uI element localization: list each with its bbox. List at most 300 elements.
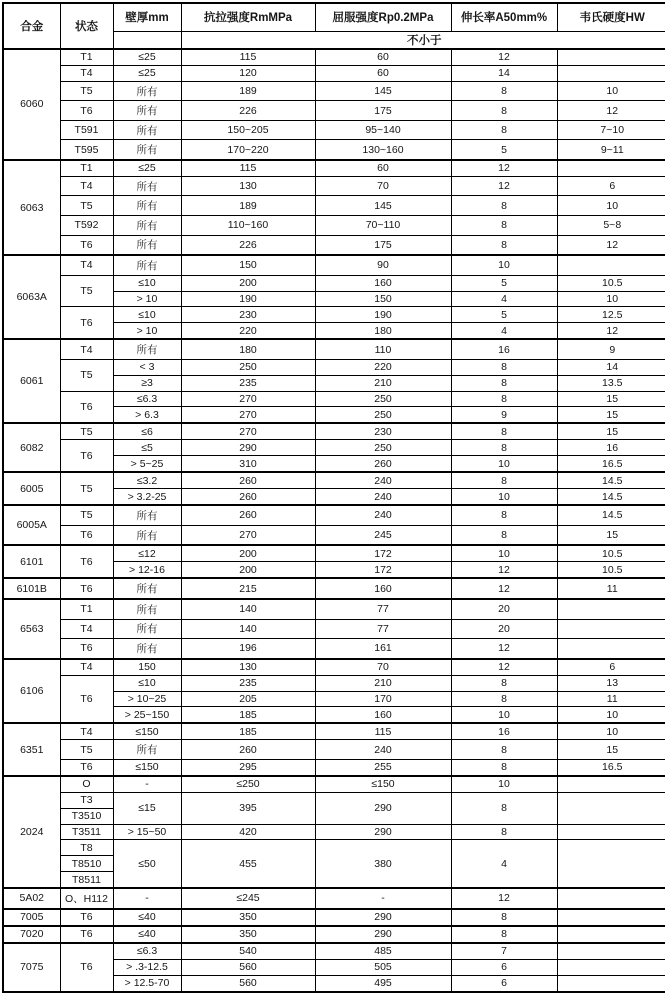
cell-elongation: 8 — [451, 440, 557, 456]
cell-yield: 130~160 — [315, 140, 451, 160]
cell-thickness: > 10 — [113, 323, 181, 339]
cell-thickness: 所有 — [113, 740, 181, 760]
cell-elongation: 12 — [451, 562, 557, 578]
cell-hardness: 15 — [557, 423, 665, 439]
cell-temper: T4 — [60, 659, 113, 675]
cell-tensile: 560 — [181, 959, 315, 975]
cell-thickness: 所有 — [113, 255, 181, 275]
cell-thickness: > 12-16 — [113, 562, 181, 578]
cell-thickness: ≤3.2 — [113, 472, 181, 488]
cell-temper: T3511 — [60, 824, 113, 840]
cell-yield: 240 — [315, 505, 451, 525]
table-row — [3, 423, 665, 439]
cell-yield: 77 — [315, 599, 451, 619]
cell-thickness: ≤10 — [113, 675, 181, 691]
table-header — [3, 3, 665, 49]
cell-hardness: 13.5 — [557, 375, 665, 391]
cell-temper: T5 — [60, 196, 113, 216]
cell-tensile: 140 — [181, 599, 315, 619]
cell-yield: 172 — [315, 562, 451, 578]
table-row — [3, 909, 665, 926]
cell-tensile: 200 — [181, 275, 315, 291]
cell-hardness: 10 — [557, 291, 665, 307]
cell-yield: 250 — [315, 407, 451, 423]
cell-tensile: 200 — [181, 562, 315, 578]
cell-thickness: > 3.2-25 — [113, 489, 181, 505]
cell-thickness: > 10 — [113, 291, 181, 307]
cell-yield: 210 — [315, 375, 451, 391]
cell-temper: T8 — [60, 840, 113, 856]
table-row — [3, 255, 665, 275]
cell-tensile: 226 — [181, 235, 315, 255]
table-row — [3, 792, 665, 808]
cell-yield: 240 — [315, 472, 451, 488]
cell-thickness: ≤40 — [113, 926, 181, 943]
header-yield: 屈服强度Rp0.2MPa — [315, 3, 451, 31]
cell-yield: 115 — [315, 723, 451, 739]
cell-yield: 210 — [315, 675, 451, 691]
cell-thickness: 所有 — [113, 619, 181, 639]
cell-tensile: 540 — [181, 943, 315, 959]
cell-yield: 160 — [315, 578, 451, 599]
cell-yield: 290 — [315, 824, 451, 840]
cell-alloy: 6061 — [3, 339, 60, 423]
header-hardness: 韦氏硬度HW — [557, 3, 665, 31]
cell-hardness: 10.5 — [557, 275, 665, 291]
cell-alloy: 6101B — [3, 578, 60, 599]
cell-hardness — [557, 65, 665, 81]
cell-tensile: 130 — [181, 176, 315, 196]
cell-elongation: 5 — [451, 275, 557, 291]
cell-yield: 161 — [315, 639, 451, 659]
cell-tensile: 260 — [181, 505, 315, 525]
cell-hardness: 6 — [557, 659, 665, 675]
cell-thickness: 所有 — [113, 339, 181, 359]
cell-temper: T8510 — [60, 856, 113, 872]
cell-yield: 175 — [315, 101, 451, 121]
table-row — [3, 545, 665, 561]
cell-temper: T591 — [60, 120, 113, 140]
cell-alloy: 6351 — [3, 723, 60, 775]
cell-yield: 60 — [315, 65, 451, 81]
cell-alloy: 6106 — [3, 659, 60, 724]
cell-hardness: 15 — [557, 525, 665, 545]
cell-tensile: ≤250 — [181, 776, 315, 792]
cell-yield: 70~110 — [315, 215, 451, 235]
cell-hardness: 6 — [557, 176, 665, 196]
cell-alloy: 5A02 — [3, 888, 60, 909]
cell-tensile: 260 — [181, 740, 315, 760]
table-row — [3, 120, 665, 140]
table-row — [3, 926, 665, 943]
cell-tensile: 185 — [181, 707, 315, 723]
cell-elongation: 8 — [451, 101, 557, 121]
cell-tensile: 455 — [181, 840, 315, 888]
cell-thickness: ≤5 — [113, 440, 181, 456]
cell-yield: 290 — [315, 909, 451, 926]
cell-hardness — [557, 926, 665, 943]
cell-thickness: ≤10 — [113, 275, 181, 291]
table-row — [3, 307, 665, 323]
cell-yield: 172 — [315, 545, 451, 561]
cell-tensile: 295 — [181, 759, 315, 775]
cell-hardness: 10 — [557, 81, 665, 101]
table-row — [3, 235, 665, 255]
cell-thickness: < 3 — [113, 359, 181, 375]
cell-elongation: 8 — [451, 759, 557, 775]
cell-yield: 150 — [315, 291, 451, 307]
cell-elongation: 12 — [451, 659, 557, 675]
cell-alloy: 2024 — [3, 776, 60, 888]
cell-thickness: 所有 — [113, 235, 181, 255]
cell-thickness: ≤25 — [113, 49, 181, 65]
cell-yield: 245 — [315, 525, 451, 545]
table-row — [3, 619, 665, 639]
cell-yield: 240 — [315, 740, 451, 760]
cell-hardness: 12 — [557, 235, 665, 255]
cell-yield: 240 — [315, 489, 451, 505]
table-body — [3, 49, 665, 992]
cell-temper: T3 — [60, 792, 113, 808]
table-row — [3, 740, 665, 760]
cell-thickness: ≥3 — [113, 375, 181, 391]
cell-tensile: 395 — [181, 792, 315, 824]
cell-thickness: ≤40 — [113, 909, 181, 926]
cell-yield: 495 — [315, 975, 451, 992]
cell-elongation: 8 — [451, 740, 557, 760]
cell-tensile: 110~160 — [181, 215, 315, 235]
cell-temper: T6 — [60, 759, 113, 775]
cell-thickness: 所有 — [113, 215, 181, 235]
cell-thickness: > 25~150 — [113, 707, 181, 723]
cell-elongation: 6 — [451, 959, 557, 975]
cell-elongation: 5 — [451, 140, 557, 160]
header-thickness: 壁厚mm — [113, 3, 181, 31]
cell-temper: T6 — [60, 440, 113, 472]
cell-hardness — [557, 959, 665, 975]
cell-tensile: 150 — [181, 255, 315, 275]
cell-thickness: ≤6.3 — [113, 943, 181, 959]
cell-thickness: 所有 — [113, 120, 181, 140]
cell-tensile: 350 — [181, 909, 315, 926]
cell-thickness: 所有 — [113, 525, 181, 545]
cell-thickness: 所有 — [113, 599, 181, 619]
cell-temper: T6 — [60, 675, 113, 723]
cell-yield: 190 — [315, 307, 451, 323]
cell-tensile: 150~205 — [181, 120, 315, 140]
cell-elongation: 8 — [451, 359, 557, 375]
cell-elongation: 20 — [451, 619, 557, 639]
cell-elongation: 10 — [451, 545, 557, 561]
cell-hardness: 16.5 — [557, 456, 665, 472]
cell-yield: 77 — [315, 619, 451, 639]
table-row — [3, 215, 665, 235]
cell-hardness: 10.5 — [557, 545, 665, 561]
cell-yield: 110 — [315, 339, 451, 359]
cell-yield: 175 — [315, 235, 451, 255]
cell-hardness: 9 — [557, 339, 665, 359]
cell-tensile: 189 — [181, 81, 315, 101]
cell-elongation: 8 — [451, 196, 557, 216]
cell-temper: T5 — [60, 359, 113, 391]
table-row — [3, 840, 665, 856]
cell-yield: 230 — [315, 423, 451, 439]
cell-thickness: 所有 — [113, 639, 181, 659]
cell-temper: T5 — [60, 423, 113, 439]
cell-elongation: 12 — [451, 49, 557, 65]
cell-elongation: 8 — [451, 215, 557, 235]
cell-tensile: 196 — [181, 639, 315, 659]
table-row — [3, 824, 665, 840]
cell-hardness: 12 — [557, 101, 665, 121]
cell-temper: T5 — [60, 505, 113, 525]
cell-hardness — [557, 639, 665, 659]
cell-elongation: 16 — [451, 339, 557, 359]
cell-elongation: 16 — [451, 723, 557, 739]
cell-temper: T5 — [60, 472, 113, 505]
header-thickness-sub-empty — [113, 31, 181, 49]
cell-tensile: 115 — [181, 49, 315, 65]
cell-temper: O — [60, 776, 113, 792]
cell-hardness — [557, 619, 665, 639]
cell-thickness: - — [113, 888, 181, 909]
cell-yield: 145 — [315, 81, 451, 101]
table-row — [3, 440, 665, 456]
cell-hardness — [557, 255, 665, 275]
cell-thickness: 所有 — [113, 140, 181, 160]
cell-hardness: 14.5 — [557, 472, 665, 488]
table-row — [3, 759, 665, 775]
cell-hardness — [557, 888, 665, 909]
cell-temper: T6 — [60, 235, 113, 255]
cell-elongation: 8 — [451, 423, 557, 439]
table-row — [3, 599, 665, 619]
cell-hardness: 9~11 — [557, 140, 665, 160]
cell-alloy: 6063 — [3, 160, 60, 255]
cell-elongation: 8 — [451, 525, 557, 545]
cell-elongation: 4 — [451, 323, 557, 339]
cell-temper: T8511 — [60, 872, 113, 888]
cell-elongation: 12 — [451, 176, 557, 196]
header-temper: 状态 — [60, 3, 113, 49]
cell-elongation: 4 — [451, 291, 557, 307]
cell-elongation: 10 — [451, 456, 557, 472]
cell-temper: T6 — [60, 926, 113, 943]
table-row — [3, 196, 665, 216]
cell-yield: 160 — [315, 707, 451, 723]
cell-tensile: 130 — [181, 659, 315, 675]
header-row-1 — [3, 3, 665, 31]
cell-tensile: 230 — [181, 307, 315, 323]
cell-thickness: ≤6 — [113, 423, 181, 439]
cell-elongation: 8 — [451, 375, 557, 391]
cell-hardness: 7~10 — [557, 120, 665, 140]
cell-tensile: 115 — [181, 160, 315, 176]
cell-hardness: 5~8 — [557, 215, 665, 235]
cell-yield: 180 — [315, 323, 451, 339]
cell-thickness: 所有 — [113, 578, 181, 599]
cell-alloy: 6082 — [3, 423, 60, 472]
table-row — [3, 275, 665, 291]
cell-yield: 160 — [315, 275, 451, 291]
cell-alloy: 6563 — [3, 599, 60, 659]
cell-yield: 170 — [315, 691, 451, 707]
cell-temper: T1 — [60, 160, 113, 176]
cell-temper: T5 — [60, 275, 113, 307]
cell-hardness: 11 — [557, 691, 665, 707]
cell-elongation: 9 — [451, 407, 557, 423]
cell-temper: T4 — [60, 619, 113, 639]
table-row — [3, 359, 665, 375]
cell-tensile: ≤245 — [181, 888, 315, 909]
table-row — [3, 505, 665, 525]
cell-elongation: 6 — [451, 975, 557, 992]
cell-tensile: 205 — [181, 691, 315, 707]
cell-hardness: 15 — [557, 407, 665, 423]
cell-temper: T6 — [60, 909, 113, 926]
cell-tensile: 180 — [181, 339, 315, 359]
cell-tensile: 560 — [181, 975, 315, 992]
cell-tensile: 420 — [181, 824, 315, 840]
cell-thickness: > 5~25 — [113, 456, 181, 472]
cell-yield: 250 — [315, 391, 451, 407]
cell-elongation: 12 — [451, 639, 557, 659]
cell-tensile: 170~220 — [181, 140, 315, 160]
cell-tensile: 235 — [181, 675, 315, 691]
header-not-less-than: 不小于 — [181, 31, 665, 49]
cell-yield: 485 — [315, 943, 451, 959]
cell-tensile: 260 — [181, 489, 315, 505]
cell-hardness: 14.5 — [557, 505, 665, 525]
cell-thickness: 所有 — [113, 505, 181, 525]
table-row — [3, 659, 665, 675]
cell-tensile: 350 — [181, 926, 315, 943]
cell-temper: T3510 — [60, 808, 113, 824]
cell-elongation: 12 — [451, 160, 557, 176]
cell-temper: T592 — [60, 215, 113, 235]
cell-elongation: 8 — [451, 824, 557, 840]
cell-elongation: 20 — [451, 599, 557, 619]
cell-alloy: 7020 — [3, 926, 60, 943]
cell-temper: T4 — [60, 339, 113, 359]
cell-hardness — [557, 909, 665, 926]
cell-yield: - — [315, 888, 451, 909]
cell-tensile: 270 — [181, 423, 315, 439]
cell-hardness: 11 — [557, 578, 665, 599]
cell-elongation: 4 — [451, 840, 557, 888]
cell-tensile: 250 — [181, 359, 315, 375]
cell-hardness: 13 — [557, 675, 665, 691]
table-row — [3, 525, 665, 545]
cell-elongation: 8 — [451, 235, 557, 255]
cell-hardness: 10 — [557, 707, 665, 723]
table-row — [3, 578, 665, 599]
cell-thickness: ≤50 — [113, 840, 181, 888]
cell-thickness: 所有 — [113, 176, 181, 196]
cell-elongation: 8 — [451, 909, 557, 926]
table-row — [3, 49, 665, 65]
cell-tensile: 310 — [181, 456, 315, 472]
cell-yield: 95~140 — [315, 120, 451, 140]
cell-yield: 90 — [315, 255, 451, 275]
cell-alloy: 6060 — [3, 49, 60, 160]
cell-hardness — [557, 975, 665, 992]
table-row — [3, 339, 665, 359]
cell-temper: O、H112 — [60, 888, 113, 909]
cell-elongation: 10 — [451, 776, 557, 792]
cell-thickness: > 10~25 — [113, 691, 181, 707]
cell-tensile: 270 — [181, 407, 315, 423]
cell-tensile: 140 — [181, 619, 315, 639]
cell-hardness — [557, 776, 665, 792]
cell-hardness: 10.5 — [557, 562, 665, 578]
cell-hardness: 14 — [557, 359, 665, 375]
cell-thickness: ≤6.3 — [113, 391, 181, 407]
cell-thickness: ≤12 — [113, 545, 181, 561]
cell-temper: T6 — [60, 307, 113, 339]
cell-tensile: 260 — [181, 472, 315, 488]
cell-temper: T5 — [60, 740, 113, 760]
cell-thickness: 所有 — [113, 196, 181, 216]
header-elongation: 伸长率A50mm% — [451, 3, 557, 31]
table-row — [3, 639, 665, 659]
table-row — [3, 472, 665, 488]
cell-hardness — [557, 599, 665, 619]
cell-elongation: 8 — [451, 120, 557, 140]
cell-hardness: 10 — [557, 196, 665, 216]
cell-temper: T1 — [60, 599, 113, 619]
cell-thickness: ≤25 — [113, 65, 181, 81]
table-row — [3, 391, 665, 407]
cell-yield: 505 — [315, 959, 451, 975]
cell-alloy: 7075 — [3, 943, 60, 992]
cell-thickness: > .3-12.5 — [113, 959, 181, 975]
table-row — [3, 140, 665, 160]
cell-temper: T6 — [60, 525, 113, 545]
cell-elongation: 7 — [451, 943, 557, 959]
cell-tensile: 185 — [181, 723, 315, 739]
cell-yield: 290 — [315, 926, 451, 943]
cell-elongation: 8 — [451, 81, 557, 101]
cell-tensile: 270 — [181, 525, 315, 545]
cell-hardness: 15 — [557, 740, 665, 760]
header-tensile: 抗拉强度RmMPa — [181, 3, 315, 31]
cell-yield: 60 — [315, 49, 451, 65]
cell-thickness: 150 — [113, 659, 181, 675]
cell-yield: 290 — [315, 792, 451, 824]
cell-tensile: 290 — [181, 440, 315, 456]
cell-hardness: 12 — [557, 323, 665, 339]
cell-alloy: 6063A — [3, 255, 60, 339]
cell-elongation: 8 — [451, 675, 557, 691]
cell-elongation: 8 — [451, 472, 557, 488]
cell-yield: 60 — [315, 160, 451, 176]
cell-temper: T4 — [60, 65, 113, 81]
cell-hardness: 16.5 — [557, 759, 665, 775]
cell-tensile: 235 — [181, 375, 315, 391]
table-row — [3, 65, 665, 81]
cell-thickness: > 12.5-70 — [113, 975, 181, 992]
cell-elongation: 8 — [451, 691, 557, 707]
cell-thickness: - — [113, 776, 181, 792]
cell-yield: 70 — [315, 176, 451, 196]
table-row — [3, 101, 665, 121]
cell-tensile: 226 — [181, 101, 315, 121]
cell-thickness: ≤25 — [113, 160, 181, 176]
cell-temper: T6 — [60, 545, 113, 578]
cell-elongation: 12 — [451, 578, 557, 599]
cell-thickness: 所有 — [113, 101, 181, 121]
